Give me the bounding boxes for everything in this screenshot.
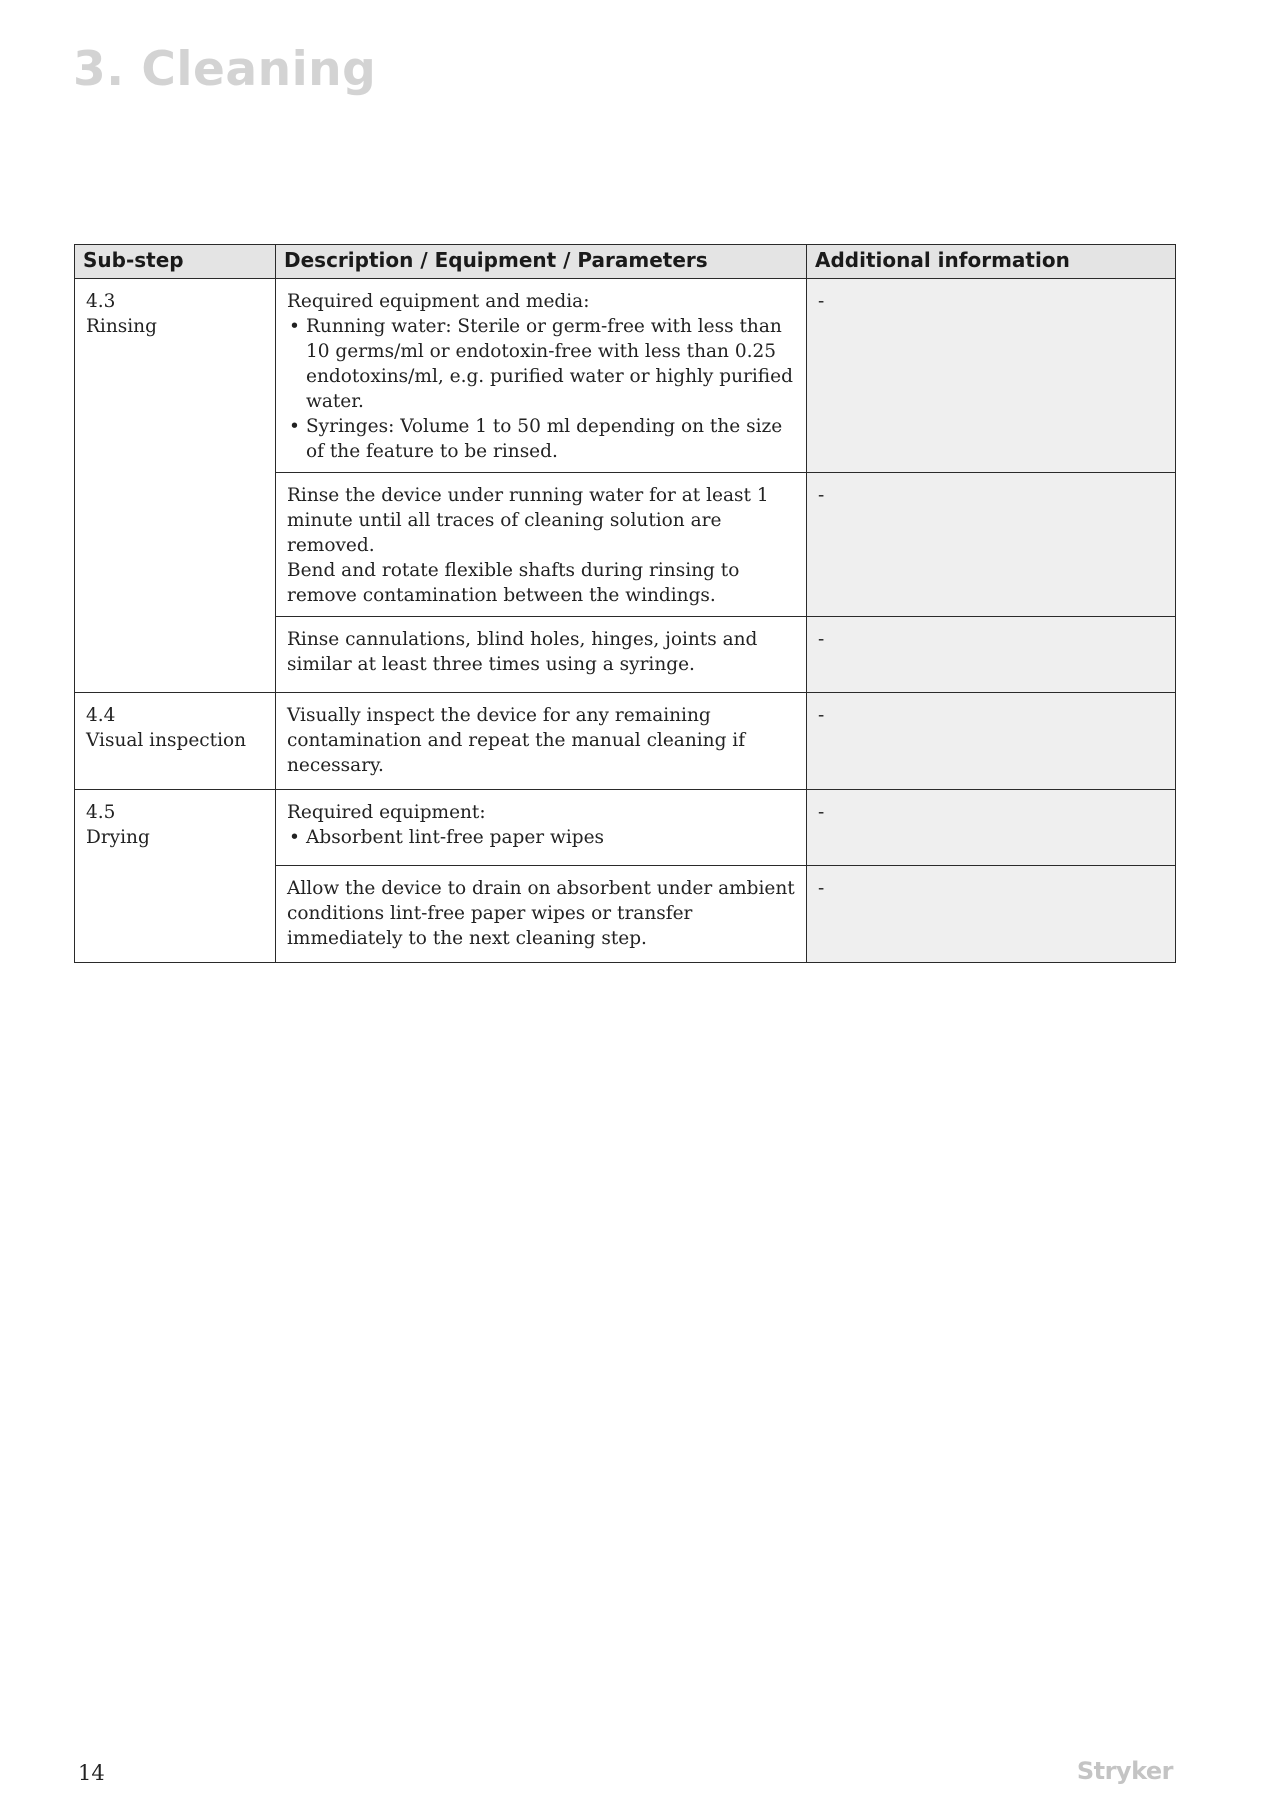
- additional-info-cell: -: [807, 279, 1176, 473]
- section-heading: 3. Cleaning: [73, 42, 377, 97]
- table-row: [75, 693, 1176, 790]
- description-text: Rinse cannulations, blind holes, hinges, joints and similar at least three times using a syringe.: [287, 629, 758, 675]
- description-cell: [276, 866, 807, 963]
- brand-logo: Stryker: [1076, 1757, 1173, 1785]
- table-row: [75, 279, 1176, 473]
- additional-info-cell: -: [807, 790, 1176, 866]
- step-name: Rinsing: [86, 316, 157, 337]
- cleaning-steps-table: [74, 244, 1176, 963]
- description-cell: [276, 617, 807, 693]
- description-cell: [276, 790, 807, 866]
- bullet-item: • Syringes: Volume 1 to 50 ml depending on the size of the feature to be rinsed.: [287, 414, 795, 464]
- step-number: 4.5: [86, 802, 116, 823]
- description-text: Rinse the device under running water for at least 1 minute until all traces of cleaning solution are removed.: [287, 485, 769, 556]
- table-header-row: [75, 245, 1176, 279]
- step-number: 4.4: [86, 705, 116, 726]
- column-header-description: Description / Equipment / Parameters: [276, 245, 807, 279]
- description-text: Visually inspect the device for any remaining contamination and repeat the manual cleaning if necessary.: [287, 705, 746, 776]
- sub-step-cell: [75, 790, 276, 963]
- page-number: 14: [78, 1761, 105, 1785]
- description-text: Bend and rotate flexible shafts during rinsing to remove contamination between the windings.: [287, 560, 740, 606]
- bullet-list: [287, 314, 795, 464]
- column-header-additional-information: Additional information: [807, 245, 1176, 279]
- description-cell: [276, 693, 807, 790]
- description-text: Required equipment and media:: [287, 291, 590, 312]
- additional-info-cell: -: [807, 617, 1176, 693]
- description-text: Required equipment:: [287, 802, 486, 823]
- bullet-item: • Absorbent lint-free paper wipes: [287, 825, 795, 850]
- sub-step-cell: [75, 279, 276, 693]
- bullet-item: • Running water: Sterile or germ-free with less than 10 germs/ml or endotoxin-free with less than 0.25 endotoxins/ml, e.g. purified water or highly purified water.: [287, 314, 795, 414]
- description-text: Allow the device to drain on absorbent under ambient conditions lint-free paper wipes or transfer immediately to the next cleaning step.: [287, 878, 795, 949]
- step-name: Drying: [86, 827, 150, 848]
- additional-info-cell: -: [807, 693, 1176, 790]
- sub-step-cell: [75, 693, 276, 790]
- description-cell: [276, 279, 807, 473]
- step-number: 4.3: [86, 291, 116, 312]
- table-row: [75, 790, 1176, 866]
- additional-info-cell: -: [807, 866, 1176, 963]
- description-cell: [276, 473, 807, 617]
- bullet-list: [287, 825, 795, 850]
- additional-info-cell: -: [807, 473, 1176, 617]
- column-header-sub-step: Sub-step: [75, 245, 276, 279]
- step-name: Visual inspection: [86, 730, 247, 751]
